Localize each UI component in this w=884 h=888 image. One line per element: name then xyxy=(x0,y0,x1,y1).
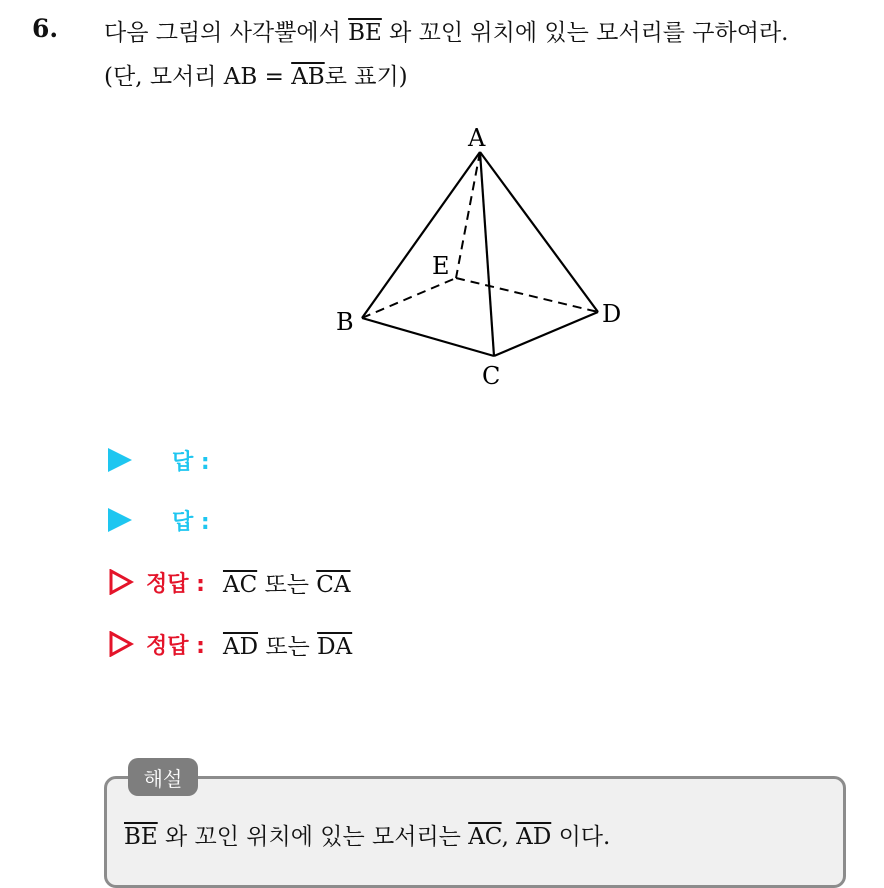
correct-answer-label: 정답 : xyxy=(146,571,205,597)
correct-answer-value xyxy=(223,566,351,599)
answer-label: 답 : xyxy=(172,509,210,535)
question-number: 6. xyxy=(32,14,59,43)
vertex-c-label: C xyxy=(482,362,501,390)
play-triangle-icon xyxy=(108,508,132,532)
edge-ca: $\overline{CA}$ xyxy=(316,571,351,598)
explanation-separator: , xyxy=(501,824,517,850)
explanation-mid: 와 꼬인 위치에 있는 모서리는 xyxy=(157,824,469,850)
question-note-suffix: 로 표기) xyxy=(324,64,408,90)
edge-ad: $\overline{AD}$ xyxy=(516,824,552,850)
pyramid-figure xyxy=(320,118,640,398)
edge-a-d xyxy=(480,152,598,312)
edge-be: $\overline{BE}$ xyxy=(348,20,382,46)
explanation-end: 이다. xyxy=(551,824,611,850)
correct-answer-label: 정답 : xyxy=(146,633,205,659)
edge-c-d xyxy=(494,312,598,356)
explanation-text xyxy=(124,818,610,851)
outline-triangle-icon xyxy=(108,569,134,595)
question-text-line1 xyxy=(104,14,789,47)
answer-connector: 또는 xyxy=(258,633,318,660)
edge-a-e xyxy=(456,152,480,278)
edge-ac: $\overline{AC}$ xyxy=(222,571,258,598)
answer-blank-1 xyxy=(108,442,210,478)
edge-ac: $\overline{AC}$ xyxy=(468,824,502,850)
answer-label: 답 : xyxy=(172,449,210,475)
vertex-b-label: B xyxy=(336,308,354,336)
correct-answer-2 xyxy=(108,626,352,662)
answer-connector: 또는 xyxy=(257,571,317,598)
vertex-a-label: A xyxy=(468,124,486,152)
edge-b-c xyxy=(362,318,494,356)
explanation-tab: 해설 xyxy=(128,758,198,796)
correct-answer-value xyxy=(223,628,352,661)
question-text-prefix: 다음 그림의 사각뿔에서 xyxy=(104,20,349,46)
outline-triangle-icon xyxy=(108,631,134,657)
edge-da: $\overline{DA}$ xyxy=(317,633,353,660)
play-triangle-icon xyxy=(108,448,132,472)
edge-be: $\overline{BE}$ xyxy=(124,824,158,850)
question-text-line2 xyxy=(104,58,408,91)
answer-blank-2 xyxy=(108,502,210,538)
edge-ab: $\overline{AB}$ xyxy=(291,64,325,90)
correct-answer-1 xyxy=(108,564,350,600)
vertex-d-label: D xyxy=(602,300,622,328)
question-text-suffix: 와 꼬인 위치에 있는 모서리를 구하여라. xyxy=(381,20,789,46)
question-note-prefix: (단, 모서리 AB = xyxy=(104,64,292,90)
edge-a-c xyxy=(480,152,494,356)
edge-ad: $\overline{AD}$ xyxy=(222,633,259,660)
vertex-e-label: E xyxy=(432,252,450,280)
